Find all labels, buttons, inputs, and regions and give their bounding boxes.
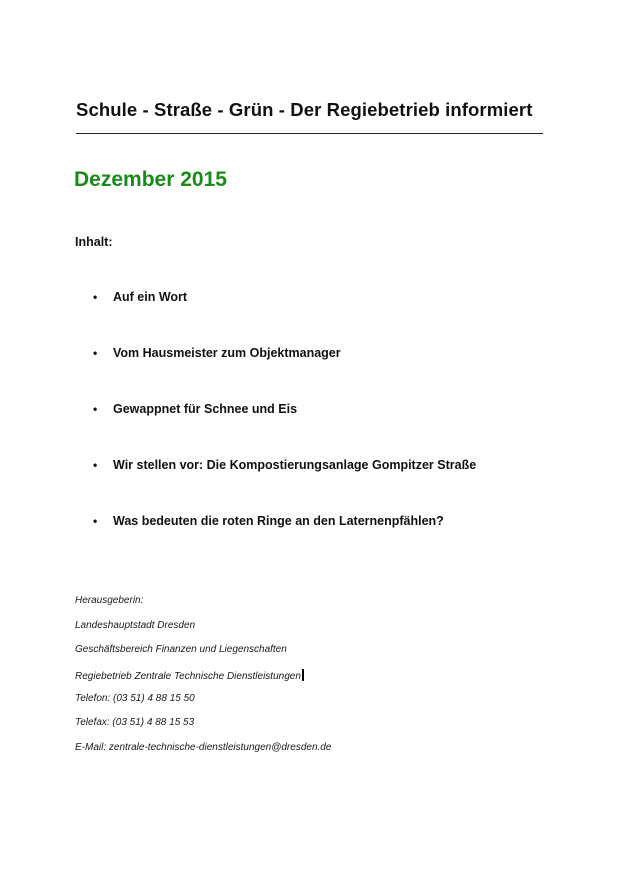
publisher-city: Landeshauptstadt Dresden (75, 620, 196, 631)
contents-item (93, 514, 444, 528)
bullet-icon: • (93, 290, 98, 304)
title-underline (76, 133, 543, 134)
contents-item-label: Was bedeuten die roten Ringe an den Laternenpfählen? (113, 514, 444, 528)
bullet-icon: • (93, 346, 98, 360)
fax-line: Telefax: (03 51) 4 88 15 53 (75, 717, 195, 728)
bullet-icon: • (93, 402, 98, 416)
contents-item-label: Auf ein Wort (113, 290, 188, 304)
phone-line: Telefon: (03 51) 4 88 15 50 (75, 693, 195, 704)
contents-item (93, 346, 341, 360)
bullet-icon: • (93, 514, 98, 528)
contents-item (93, 458, 476, 472)
contents-item-label: Wir stellen vor: Die Kompostierungsanlage Gompitzer Straße (113, 458, 477, 472)
contents-item (93, 290, 187, 304)
contents-item (93, 402, 297, 416)
issue-heading: Dezember 2015 (74, 168, 227, 191)
document-title: Schule - Straße - Grün - Der Regiebetrieb informiert (76, 99, 533, 120)
publisher-label: Herausgeberin: (75, 595, 144, 606)
contents-item-label: Gewappnet für Schnee und Eis (113, 402, 298, 416)
contents-item-label: Vom Hausmeister zum Objektmanager (113, 346, 341, 360)
contents-label: Inhalt: (75, 235, 113, 249)
publisher-unit: Regiebetrieb Zentrale Technische Dienstleistungen (75, 671, 301, 682)
text-cursor (302, 669, 304, 681)
bullet-icon: • (93, 458, 98, 472)
publisher-department: Geschäftsbereich Finanzen und Liegenschaften (75, 644, 287, 655)
publisher-unit-line (75, 669, 304, 682)
email-line: E-Mail: zentrale-technische-dienstleistungen@dresden.de (75, 742, 332, 753)
